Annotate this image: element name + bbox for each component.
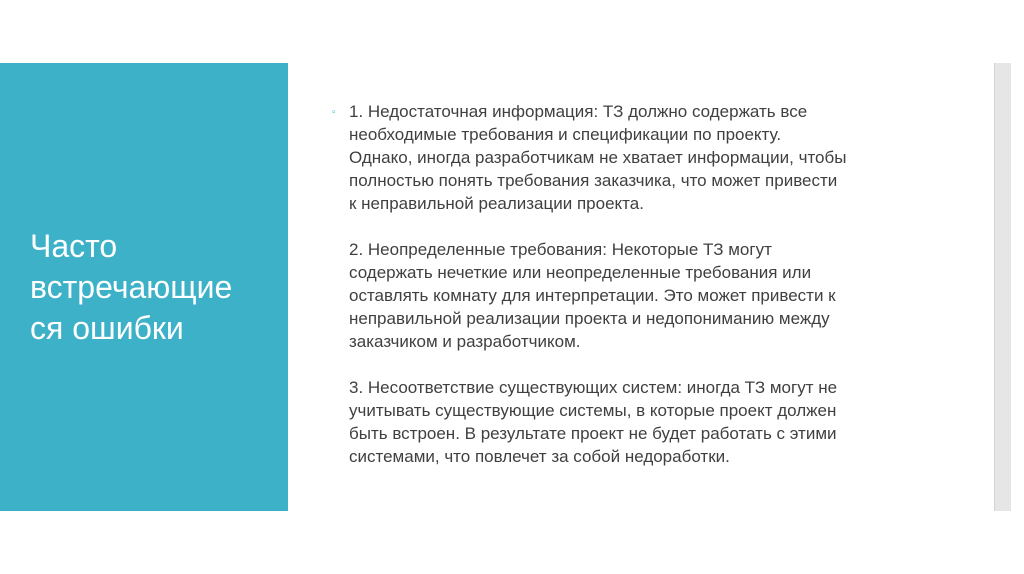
content-area xyxy=(332,100,952,491)
paragraph-3: 3. Несоответствие существующих систем: иногда ТЗ могут не учитывать существующие системы, в которые проект должен быть встроен. В результате проект не будет работать с этими системами, что повлечет за собой недоработки. xyxy=(349,378,838,466)
slide-title: Часто встречающие ся ошибки xyxy=(30,228,233,346)
bullet-icon: ▫ xyxy=(332,107,336,118)
paragraph-1: 1. Недостаточная информация: ТЗ должно содержать все необходимые требования и спецификации по проекту. Однако, иногда разработчикам не хватает информации, чтобы полностью понять требования заказчика, что может привести к неправильной реализации проекта. xyxy=(349,102,847,213)
paragraph-2: 2. Неопределенные требования: Некоторые ТЗ могут содержать нечеткие или неопределенные требования или оставлять комнату для интерпретации. Это может привести к неправильной реализации проекта и недопониманию между заказчиком и разработчиком. xyxy=(349,240,836,351)
vertical-scrollbar[interactable] xyxy=(994,63,1011,511)
